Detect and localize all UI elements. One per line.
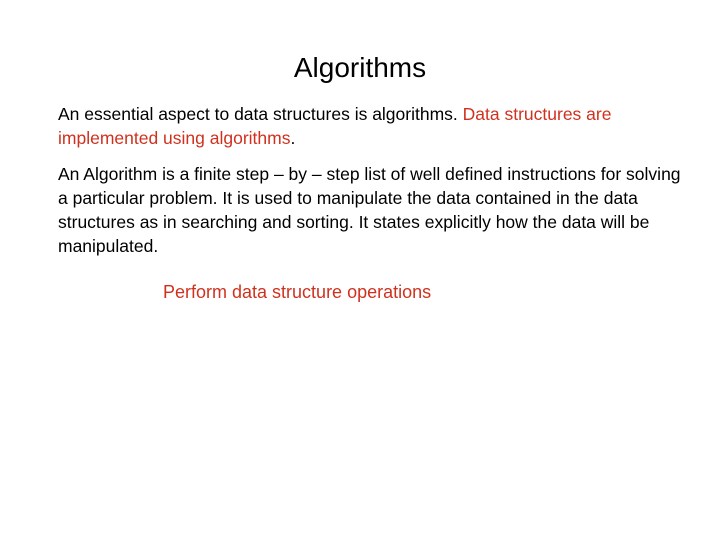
slide-title: Algorithms bbox=[293, 52, 427, 83]
algorithm-definition-paragraph: An Algorithm is a finite step – by – step list of well defined instructions for solving a particular problem. It is used to manipulate the data contained in the data structures as in searching and sorting. It states explicitly how the data will be manipulated. bbox=[58, 164, 681, 256]
intro-period: . bbox=[290, 128, 296, 148]
intro-highlight-text: Data structures are implemented using algorithms bbox=[58, 104, 612, 148]
intro-text: An essential aspect to data structures is algorithms. bbox=[58, 104, 463, 124]
operations-callout: Perform data structure operations bbox=[163, 282, 432, 302]
intro-paragraph bbox=[58, 102, 688, 150]
